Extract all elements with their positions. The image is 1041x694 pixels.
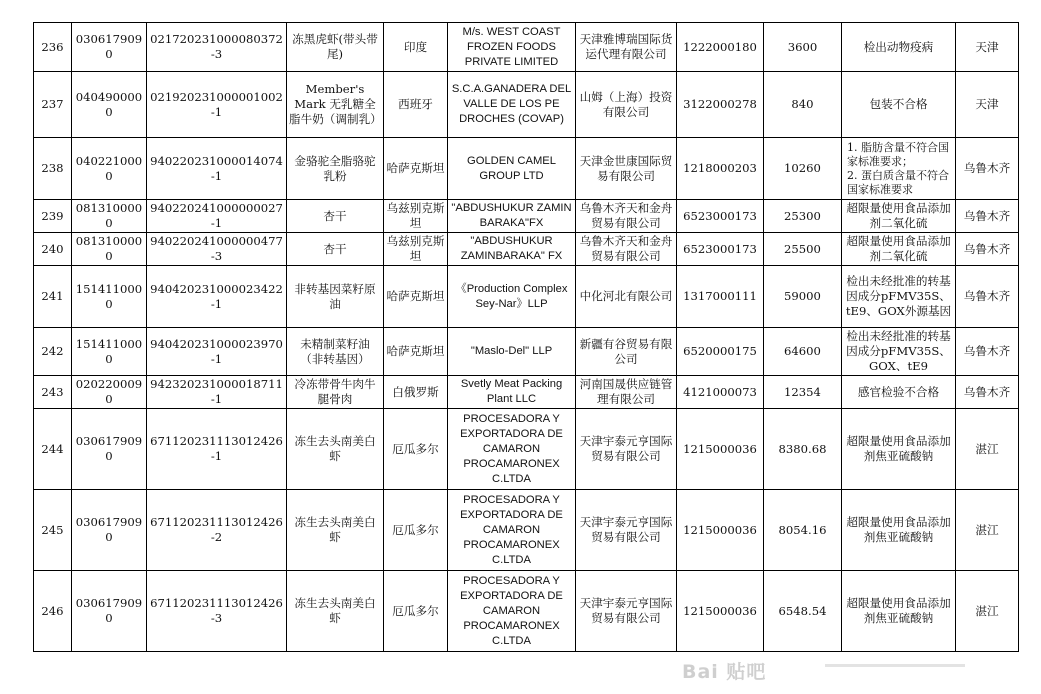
importer-code: 4121000073: [677, 376, 764, 409]
origin-country: 哈萨克斯坦: [384, 328, 448, 376]
table-row: [34, 409, 1019, 490]
rejection-reason: 包装不合格: [842, 72, 956, 138]
manufacturer-name: "ABDUSHUKUR ZAMIN BARAKA"FX: [448, 200, 576, 233]
origin-country: 乌兹别克斯坦: [384, 233, 448, 266]
product-name: Member's Mark 无乳糖全脂牛奶（调制乳）: [287, 72, 384, 138]
row-number: 236: [34, 23, 72, 72]
entry-port: 乌鲁木齐: [956, 376, 1019, 409]
declaration-number: 671120231113012426-1: [147, 409, 287, 490]
rejection-reason: 检出未经批准的转基因成分pFMV35S、GOX、tE9: [842, 328, 956, 376]
entry-port: 天津: [956, 72, 1019, 138]
entry-port: 湛江: [956, 571, 1019, 652]
entry-port: 乌鲁木齐: [956, 233, 1019, 266]
declaration-number: 021920231000001002-1: [147, 72, 287, 138]
importer-code: 1317000111: [677, 266, 764, 328]
declaration-number: 671120231113012426-2: [147, 490, 287, 571]
product-name: 金骆驼全脂骆驼乳粉: [287, 138, 384, 200]
manufacturer-name: PROCESADORA Y EXPORTADORA DE CAMARON PROCAMARONEX C.LTDA: [448, 409, 576, 490]
rejection-reason: 检出未经批准的转基因成分pFMV35S、tE9、GOX外源基因: [842, 266, 956, 328]
rejection-reason: 超限量使用食品添加剂焦亚硫酸钠: [842, 409, 956, 490]
origin-country: 哈萨克斯坦: [384, 138, 448, 200]
rejection-reason: 超限量使用食品添加剂二氧化硫: [842, 200, 956, 233]
table-row: [34, 376, 1019, 409]
product-name: 冻生去头南美白虾: [287, 490, 384, 571]
hs-code: 0813100000: [72, 233, 147, 266]
product-name: 冷冻带骨牛肉牛腿骨肉: [287, 376, 384, 409]
importer-name: 河南国晟供应链管理有限公司: [576, 376, 677, 409]
importer-name: 乌鲁木齐天和金舟贸易有限公司: [576, 200, 677, 233]
hs-code: 0813100000: [72, 200, 147, 233]
weight-value: 25300: [764, 200, 842, 233]
table-row: [34, 266, 1019, 328]
row-number: 245: [34, 490, 72, 571]
row-number: 242: [34, 328, 72, 376]
hs-code: 1514110000: [72, 328, 147, 376]
product-name: 杏干: [287, 233, 384, 266]
rejection-reason: 超限量使用食品添加剂焦亚硫酸钠: [842, 571, 956, 652]
hs-code: 0202200090: [72, 376, 147, 409]
manufacturer-name: PROCESADORA Y EXPORTADORA DE CAMARON PROCAMARONEX C.LTDA: [448, 571, 576, 652]
rejection-reason: 1. 脂肪含量不符合国家标准要求； 2. 蛋白质含量不符合国家标准要求: [842, 138, 956, 200]
hs-code: 0306179090: [72, 490, 147, 571]
row-number: 246: [34, 571, 72, 652]
product-name: 未精制菜籽油（非转基因）: [287, 328, 384, 376]
manufacturer-name: PROCESADORA Y EXPORTADORA DE CAMARON PROCAMARONEX C.LTDA: [448, 490, 576, 571]
entry-port: 湛江: [956, 409, 1019, 490]
hs-code: 0306179090: [72, 23, 147, 72]
product-name: 非转基因菜籽原油: [287, 266, 384, 328]
rejection-reason: 感官检验不合格: [842, 376, 956, 409]
table-row: [34, 138, 1019, 200]
origin-country: 白俄罗斯: [384, 376, 448, 409]
declaration-number: 940220231000014074-1: [147, 138, 287, 200]
table-row: [34, 72, 1019, 138]
weight-value: 25500: [764, 233, 842, 266]
manufacturer-name: "Maslo-Del" LLP: [448, 328, 576, 376]
origin-country: 乌兹别克斯坦: [384, 200, 448, 233]
rejection-reason: 超限量使用食品添加剂焦亚硫酸钠: [842, 490, 956, 571]
manufacturer-name: 《Production Complex Sey-Nar》LLP: [448, 266, 576, 328]
manufacturer-name: M/s. WEST COAST FROZEN FOODS PRIVATE LIMITED: [448, 23, 576, 72]
weight-value: 64600: [764, 328, 842, 376]
origin-country: 厄瓜多尔: [384, 409, 448, 490]
importer-code: 6523000173: [677, 200, 764, 233]
importer-code: 1215000036: [677, 409, 764, 490]
baidu-tieba-watermark: Bai 贴吧: [682, 661, 767, 683]
weight-value: 8380.68: [764, 409, 842, 490]
importer-name: 天津金世康国际贸易有限公司: [576, 138, 677, 200]
weight-value: 8054.16: [764, 490, 842, 571]
row-number: 238: [34, 138, 72, 200]
entry-port: 乌鲁木齐: [956, 328, 1019, 376]
row-number: 237: [34, 72, 72, 138]
hs-code: 0404900000: [72, 72, 147, 138]
importer-name: 天津雅博瑞国际货运代理有限公司: [576, 23, 677, 72]
row-number: 240: [34, 233, 72, 266]
manufacturer-name: GOLDEN CAMEL GROUP LTD: [448, 138, 576, 200]
entry-port: 乌鲁木齐: [956, 200, 1019, 233]
origin-country: 厄瓜多尔: [384, 490, 448, 571]
hs-code: 0306179090: [72, 409, 147, 490]
row-number: 241: [34, 266, 72, 328]
importer-code: 1215000036: [677, 490, 764, 571]
importer-name: 天津宇泰元亨国际贸易有限公司: [576, 409, 677, 490]
entry-port: 乌鲁木齐: [956, 138, 1019, 200]
inspection-record-table: [33, 22, 1019, 652]
manufacturer-name: "ABDUSHUKUR ZAMINBARAKA" FX: [448, 233, 576, 266]
rejection-reason: 超限量使用食品添加剂二氧化硫: [842, 233, 956, 266]
declaration-number: 940420231000023970-1: [147, 328, 287, 376]
importer-name: 乌鲁木齐天和金舟贸易有限公司: [576, 233, 677, 266]
importer-code: 6523000173: [677, 233, 764, 266]
weight-value: 840: [764, 72, 842, 138]
declaration-number: 940420231000023422-1: [147, 266, 287, 328]
importer-name: 山姆（上海）投资有限公司: [576, 72, 677, 138]
row-number: 243: [34, 376, 72, 409]
entry-port: 乌鲁木齐: [956, 266, 1019, 328]
hs-code: 0402210000: [72, 138, 147, 200]
entry-port: 天津: [956, 23, 1019, 72]
weight-value: 3600: [764, 23, 842, 72]
hs-code: 1514110000: [72, 266, 147, 328]
table-row: [34, 571, 1019, 652]
weight-value: 6548.54: [764, 571, 842, 652]
product-name: 冻黑虎虾(带头带尾): [287, 23, 384, 72]
weight-value: 12354: [764, 376, 842, 409]
importer-code: 6520000175: [677, 328, 764, 376]
hs-code: 0306179090: [72, 571, 147, 652]
manufacturer-name: S.C.A.GANADERA DEL VALLE DE LOS PE DROCHES (COVAP): [448, 72, 576, 138]
table-row: [34, 200, 1019, 233]
table-row: [34, 233, 1019, 266]
declaration-number: 942320231000018711-1: [147, 376, 287, 409]
weight-value: 59000: [764, 266, 842, 328]
importer-code: 1215000036: [677, 571, 764, 652]
product-name: 杏干: [287, 200, 384, 233]
table-row: [34, 23, 1019, 72]
watermark-divider: [825, 664, 965, 667]
declaration-number: 021720231000080372-3: [147, 23, 287, 72]
origin-country: 厄瓜多尔: [384, 571, 448, 652]
importer-name: 中化河北有限公司: [576, 266, 677, 328]
declaration-number: 671120231113012426-3: [147, 571, 287, 652]
table-row: [34, 490, 1019, 571]
declaration-number: 940220241000000477-3: [147, 233, 287, 266]
rejection-reason: 检出动物疫病: [842, 23, 956, 72]
row-number: 239: [34, 200, 72, 233]
origin-country: 印度: [384, 23, 448, 72]
row-number: 244: [34, 409, 72, 490]
origin-country: 哈萨克斯坦: [384, 266, 448, 328]
importer-name: 天津宇泰元亨国际贸易有限公司: [576, 490, 677, 571]
importer-name: 新疆有谷贸易有限公司: [576, 328, 677, 376]
entry-port: 湛江: [956, 490, 1019, 571]
declaration-number: 940220241000000027-1: [147, 200, 287, 233]
importer-code: 1222000180: [677, 23, 764, 72]
table-row: [34, 328, 1019, 376]
importer-name: 天津宇泰元亨国际贸易有限公司: [576, 571, 677, 652]
weight-value: 10260: [764, 138, 842, 200]
importer-code: 1218000203: [677, 138, 764, 200]
origin-country: 西班牙: [384, 72, 448, 138]
product-name: 冻生去头南美白虾: [287, 571, 384, 652]
product-name: 冻生去头南美白虾: [287, 409, 384, 490]
manufacturer-name: Svetly Meat Packing Plant LLC: [448, 376, 576, 409]
importer-code: 3122000278: [677, 72, 764, 138]
table-body: [34, 23, 1019, 652]
